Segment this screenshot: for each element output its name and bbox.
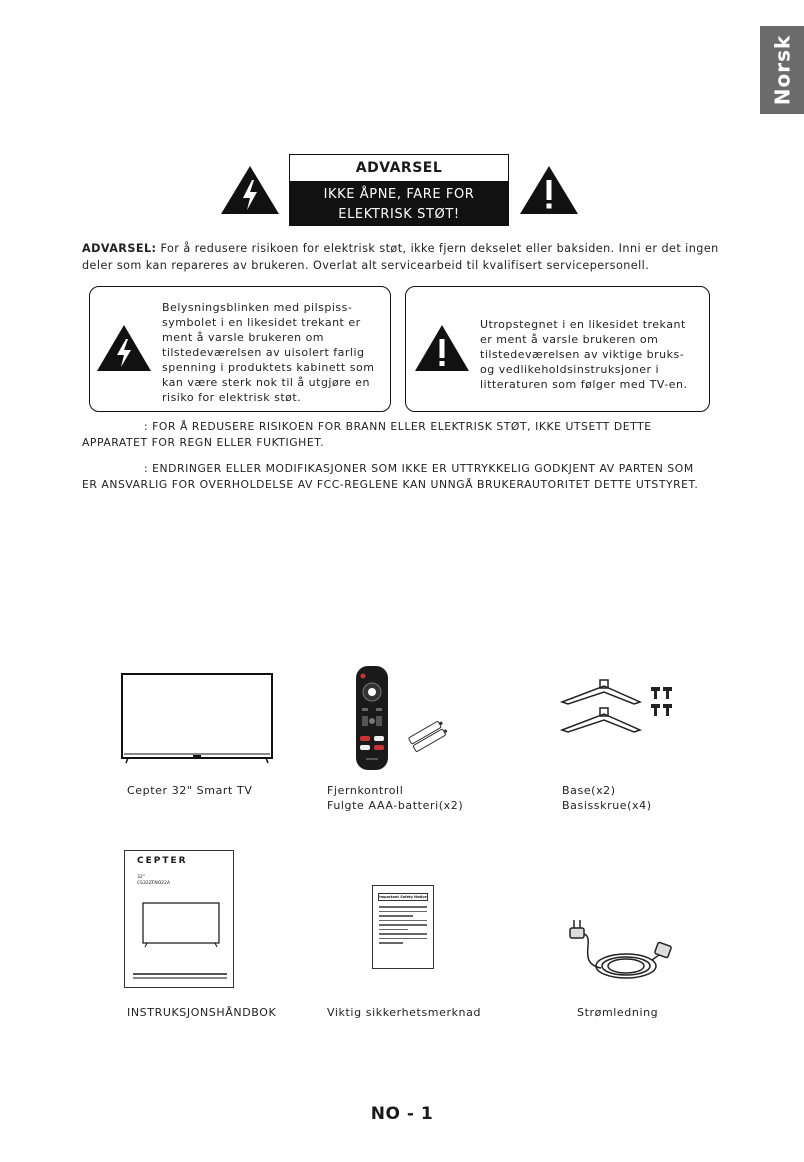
warning-paragraph xyxy=(82,240,722,274)
manual-size: 32" xyxy=(137,875,145,880)
lightning-warning-icon xyxy=(219,164,281,216)
notice-rain-moisture xyxy=(82,419,722,451)
notice2-line1: : ENDRINGER ELLER MODIFIKASJONER SOM IKKE ER UTTRYKKELIG GODKJENT AV PARTEN SOM xyxy=(144,462,694,475)
warning-text-line1: For å redusere risikoen for elektrisk støt, ikke fjern dekselet eller baksiden. Inni er det ingen xyxy=(160,242,719,255)
aaa-batteries-image xyxy=(404,720,452,752)
warning-box-line1: IKKE ÅPNE, FARE FOR xyxy=(323,187,475,202)
exclamation-info-line: tilstedeværelsen av viktige bruks- xyxy=(480,348,685,361)
notice1-line1: : FOR Å REDUSERE RISIKOEN FOR BRANN ELLER ELEKTRISK STØT, IKKE UTSETT DETTE xyxy=(144,420,652,433)
lightning-info-line: spenning i produktets kabinett som xyxy=(162,361,375,374)
cord-caption: Strømledning xyxy=(577,1006,659,1019)
remote-caption-line1: Fjernkontroll xyxy=(327,784,404,797)
lightning-info-text xyxy=(162,300,390,405)
base-screws-image xyxy=(650,686,674,722)
language-tab xyxy=(760,26,804,114)
exclamation-info-line: og vedlikeholdsinstruksjoner i xyxy=(480,363,660,376)
lightning-triangle-icon xyxy=(95,323,153,373)
tv-image xyxy=(120,672,276,764)
manual-fine-print xyxy=(133,977,227,979)
manual-caption: INSTRUKSJONSHÅNDBOK xyxy=(127,1006,277,1019)
manual-model: CS32ZFNO22A xyxy=(137,881,171,886)
lightning-info-box xyxy=(89,286,391,412)
exclamation-triangle-icon xyxy=(413,323,471,373)
remote-caption-line2: Fulgte AAA-batteri(x2) xyxy=(327,799,464,812)
exclamation-info-line: litteraturen som følger med TV-en. xyxy=(480,378,688,391)
exclamation-info-text xyxy=(480,317,706,392)
notice2-line2: ER ANSVARLIG FOR OVERHOLDELSE AV FCC-REGLENE KAN UNNGÅ BRUKERAUTORITET DETTE UTSTYRET. xyxy=(82,478,699,491)
warning-box xyxy=(289,154,509,226)
exclamation-info-line: Utropstegnet i en likesidet trekant xyxy=(480,318,686,331)
lightning-info-line: kan være sterk nok til å utgjøre en xyxy=(162,376,371,389)
manual-fine-print xyxy=(133,973,227,975)
lightning-info-line: tilstedeværelsen av uisolert farlig xyxy=(162,346,365,359)
lightning-info-line: Belysningsblinken med pilspiss- xyxy=(162,301,353,314)
exclamation-info-box xyxy=(405,286,710,412)
notice-fcc xyxy=(82,461,722,493)
lightning-info-line: ment å varsle brukeren om xyxy=(162,331,325,344)
manual-tv-illustration xyxy=(141,901,221,949)
lightning-info-line: symbolet i en likesidet trekant er xyxy=(162,316,361,329)
language-label: Norsk xyxy=(770,34,795,106)
instruction-manual-image xyxy=(124,850,234,988)
exclamation-info-line: er ment å varsle brukeren om xyxy=(480,333,659,346)
safety-notice-title: Important Safety Notice xyxy=(379,895,427,899)
warning-box-line2: ELEKTRISK STØT! xyxy=(338,207,460,222)
base-stands-image xyxy=(560,676,646,740)
lightning-info-line: risiko for elektrisk støt. xyxy=(162,391,302,404)
remote-caption xyxy=(327,783,463,813)
base-caption-line2: Basisskrue(x4) xyxy=(562,799,652,812)
warning-box-title: ADVARSEL xyxy=(355,160,443,176)
warning-box-body xyxy=(290,181,508,225)
remote-control-image xyxy=(352,664,392,772)
safety-caption: Viktig sikkerhetsmerknad xyxy=(327,1006,482,1019)
tv-caption: Cepter 32" Smart TV xyxy=(127,784,253,797)
exclamation-warning-icon xyxy=(518,164,580,216)
safety-notice-image xyxy=(372,885,434,969)
base-caption xyxy=(562,783,652,813)
manual-brand-logo: CEPTER xyxy=(137,856,188,866)
power-cord-image xyxy=(556,908,680,990)
warning-label: ADVARSEL: xyxy=(82,242,157,255)
base-caption-line1: Base(x2) xyxy=(562,784,616,797)
safety-notice-text-lines xyxy=(379,906,427,947)
warning-text-line2: deler som kan repareres av brukeren. Overlat alt servicearbeid til kvalifisert servicepersonell. xyxy=(82,259,650,272)
page-number: NO - 1 xyxy=(370,1104,434,1124)
notice1-line2: APPARATET FOR REGN ELLER FUKTIGHET. xyxy=(82,436,325,449)
